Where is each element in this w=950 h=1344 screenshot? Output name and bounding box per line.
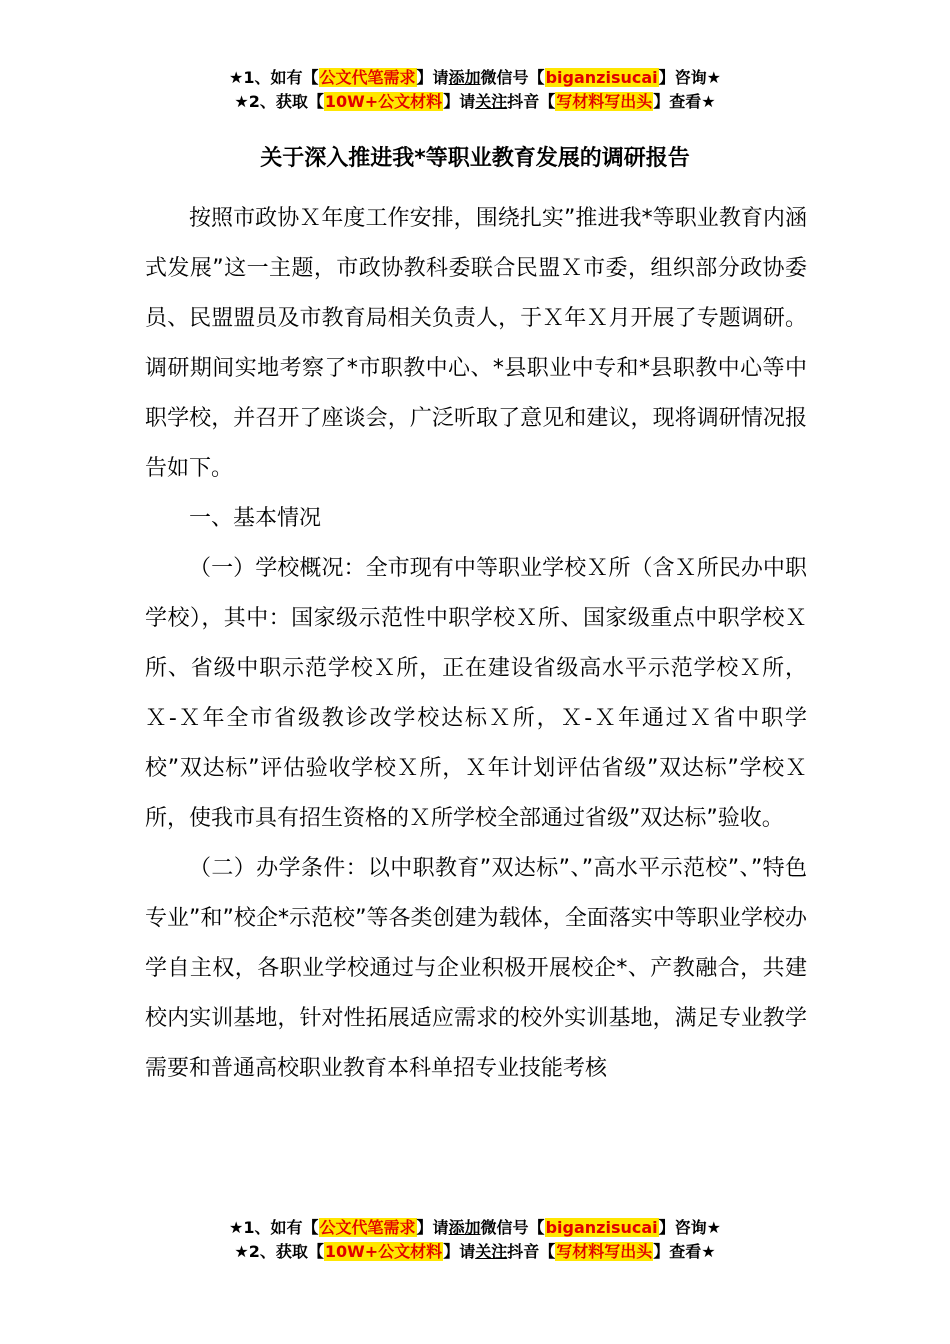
banner-text: 】咨询★ bbox=[658, 68, 721, 87]
banner-text: 抖音【 bbox=[507, 1242, 556, 1261]
banner-highlight: 10W+公文材料 bbox=[324, 1242, 443, 1261]
banner-text: 抖音【 bbox=[507, 92, 556, 111]
banner-text: 】请 bbox=[416, 1218, 449, 1237]
document-title: 关于深入推进我*等职业教育发展的调研报告 bbox=[260, 146, 690, 171]
banner-text: 】咨询★ bbox=[658, 1218, 721, 1237]
section-heading: 一、基本情况 bbox=[189, 506, 322, 531]
banner-underline: 关注 bbox=[475, 1242, 508, 1261]
banner-text: 微信号【 bbox=[480, 1218, 545, 1237]
banner-line-1 bbox=[0, 66, 950, 90]
footer-banner bbox=[0, 1216, 950, 1264]
paragraph-school-overview: （一）学校概况：全市现有中等职业学校Ｘ所（含Ｘ所民办中职学校），其中：国家级示范性中职学校Ｘ所、国家级重点中职学校Ｘ所、省级中职示范学校Ｘ所，正在建设省级高水平示范学校Ｘ所，Ｘ-Ｘ年全市省级教诊改学校达标Ｘ所，Ｘ-Ｘ年通过Ｘ省中职学校”双达标”评估验收学校Ｘ所，Ｘ年计划评估省级”双达标”学校Ｘ所，使我市具有招生资格的Ｘ所学校全部通过省级”双达标”验收。 bbox=[145, 556, 807, 831]
banner-highlight: 10W+公文材料 bbox=[324, 92, 443, 111]
banner-underline: 关注 bbox=[475, 92, 508, 111]
banner-highlight: 公文代笔需求 bbox=[319, 68, 416, 87]
paragraph-intro: 按照市政协Ｘ年度工作安排，围绕扎实”推进我*等职业教育内涵式发展”这一主题，市政协教科委联合民盟Ｘ市委，组织部分政协委员、民盟盟员及市教育局相关负责人，于Ｘ年Ｘ月开展了专题调研。调研期间实地考察了*市职教中心、*县职业中专和*县职教中心等中职学校，并召开了座谈会，广泛听取了意见和建议，现将调研情况报告如下。 bbox=[145, 206, 807, 481]
banner-underline: 添加 bbox=[448, 1218, 481, 1237]
paragraph-conditions: （二）办学条件：以中职教育”双达标”、”高水平示范校”、”特色专业”和”校企*示范校”等各类创建为载体，全面落实中等职业学校办学自主权，各职业学校通过与企业积极开展校企*、产教融合，共建校内实训基地，针对性拓展适应需求的校外实训基地，满足专业教学需要和普通高校职业教育本科单招专业技能考核 bbox=[145, 856, 807, 1081]
banner-line-2 bbox=[0, 90, 950, 114]
banner-text: 】查看★ bbox=[653, 1242, 716, 1261]
banner-text: ★1、如有【 bbox=[229, 68, 319, 87]
banner-underline: 添加 bbox=[448, 68, 481, 87]
banner-highlight: 写材料写出头 bbox=[556, 1242, 653, 1261]
banner-text: 】请 bbox=[443, 1242, 476, 1261]
banner-text: 】请 bbox=[416, 68, 449, 87]
banner-text: ★2、获取【 bbox=[234, 92, 324, 111]
banner-line-1 bbox=[0, 1216, 950, 1240]
banner-text: 】查看★ bbox=[653, 92, 716, 111]
banner-highlight: biganzisucai bbox=[545, 68, 658, 87]
banner-line-2 bbox=[0, 1240, 950, 1264]
banner-highlight: biganzisucai bbox=[545, 1218, 658, 1237]
banner-highlight: 写材料写出头 bbox=[556, 92, 653, 111]
document-body bbox=[145, 194, 807, 1094]
header-banner bbox=[0, 66, 950, 114]
banner-text: 微信号【 bbox=[480, 68, 545, 87]
banner-text: ★1、如有【 bbox=[229, 1218, 319, 1237]
banner-text: 】请 bbox=[443, 92, 476, 111]
banner-highlight: 公文代笔需求 bbox=[319, 1218, 416, 1237]
banner-text: ★2、获取【 bbox=[234, 1242, 324, 1261]
